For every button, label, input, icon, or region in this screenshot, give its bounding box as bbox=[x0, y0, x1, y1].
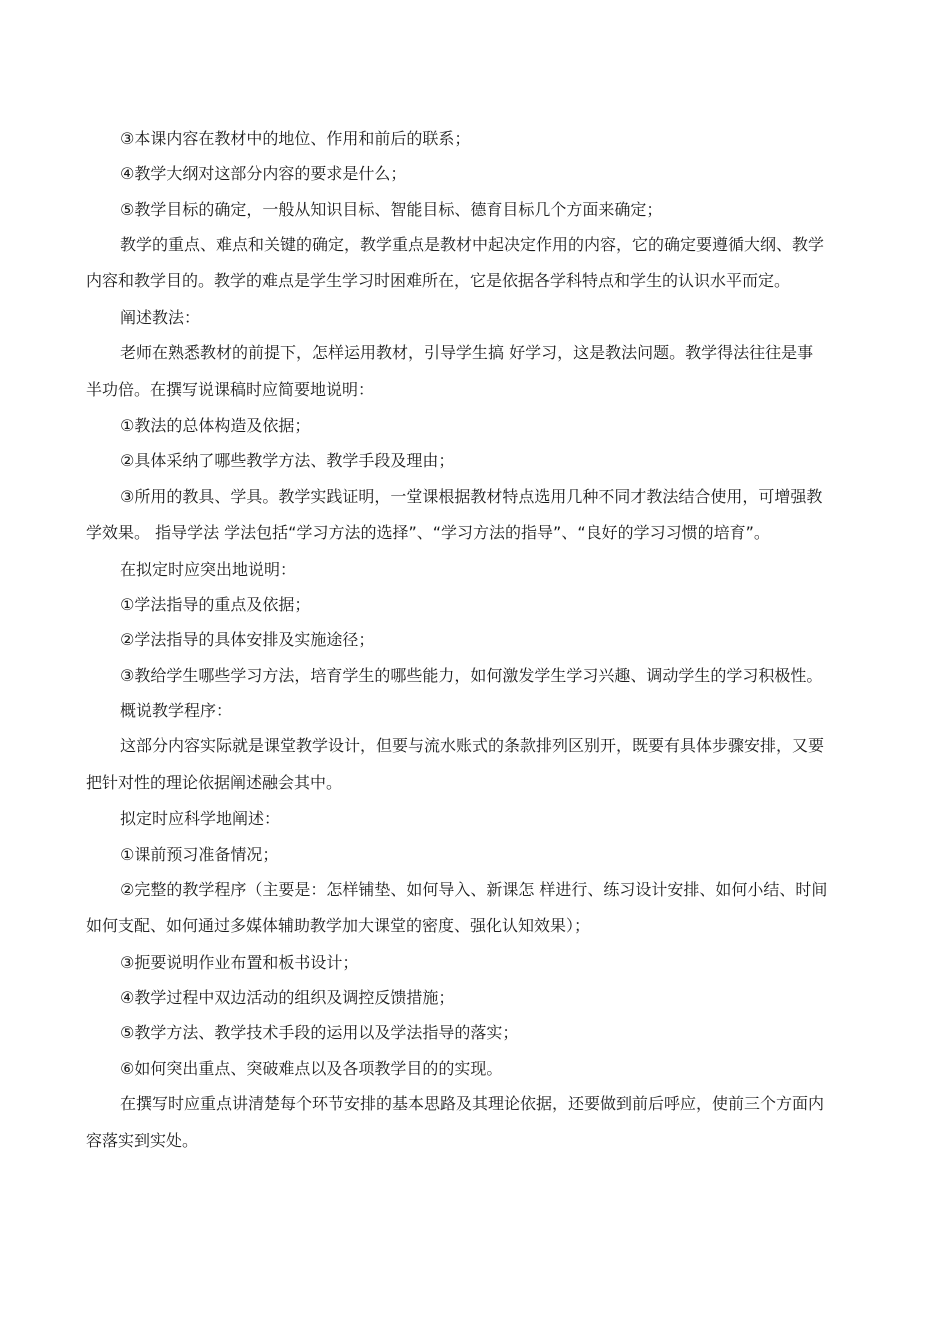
section-heading: 阐述教法： bbox=[120, 307, 201, 327]
paragraph-line: 容落实到实处。 bbox=[86, 1130, 199, 1150]
list-item: ④教学过程中双边活动的组织及调控反馈措施； bbox=[120, 988, 455, 1008]
paragraph-line: 拟定时应科学地阐述： bbox=[120, 809, 281, 829]
list-item: ②具体采纳了哪些教学方法、教学手段及理由； bbox=[120, 451, 455, 471]
document-body bbox=[86, 121, 866, 1159]
list-item: ①学法指导的重点及依据； bbox=[120, 595, 311, 615]
paragraph-line: 学效果。 指导学法 学法包括“学习方法的选择”、“学习方法的指导”、“良好的学习习惯的培育”。 bbox=[86, 523, 770, 543]
paragraph-line: 内容和教学目的。教学的难点是学生学习时困难所在，它是依据各学科特点和学生的认识水平而定。 bbox=[86, 271, 791, 291]
paragraph-line: 把针对性的理论依据阐述融会其中。 bbox=[86, 772, 343, 792]
paragraph-line: 教学的重点、难点和关键的确定，教学重点是教材中起决定作用的内容，它的确定要遵循大纲、教学 bbox=[120, 234, 825, 254]
list-item: ⑤教学目标的确定，一般从知识目标、智能目标、德育目标几个方面来确定； bbox=[120, 199, 663, 219]
list-item: ⑥如何突出重点、突破难点以及各项教学目的的实现。 bbox=[120, 1058, 503, 1078]
list-item: ②学法指导的具体安排及实施途径； bbox=[120, 630, 375, 650]
paragraph-line: 半功倍。在撰写说课稿时应简要地说明： bbox=[86, 379, 375, 399]
list-item: ①课前预习准备情况； bbox=[120, 844, 279, 864]
section-heading: 概说教学程序： bbox=[120, 700, 233, 720]
list-item: ⑤教学方法、教学技术手段的运用以及学法指导的落实； bbox=[120, 1023, 519, 1043]
paragraph-line: ③所用的教具、学具。教学实践证明，一堂课根据教材特点选用几种不同才教法结合使用，可增强教 bbox=[120, 486, 823, 506]
paragraph-line: 老师在熟悉教材的前提下，怎样运用教材，引导学生搞 好学习，这是教法问题。教学得法往往是事 bbox=[120, 343, 814, 363]
paragraph-line: 在拟定时应突出地说明： bbox=[120, 559, 297, 579]
list-item: ③本课内容在教材中的地位、作用和前后的联系； bbox=[120, 129, 471, 148]
paragraph-line: 如何支配、如何通过多媒体辅助教学加大课堂的密度、强化认知效果）； bbox=[86, 916, 591, 936]
list-item: ③教给学生哪些学习方法，培育学生的哪些能力，如何激发学生学习兴趣、调动学生的学习积极性。 bbox=[120, 665, 823, 685]
list-item: ②完整的教学程序（主要是：怎样铺垫、如何导入、新课怎 样进行、练习设计安排、如何小结、时间 bbox=[120, 879, 828, 899]
paragraph-line: 在撰写时应重点讲清楚每个环节安排的基本思路及其理论依据，还要做到前后呼应，使前三个方面内 bbox=[120, 1094, 825, 1114]
paragraph-line: 这部分内容实际就是课堂教学设计，但要与流水账式的条款排列区别开，既要有具体步骤安排，又要 bbox=[120, 736, 825, 756]
list-item: ①教法的总体构造及依据； bbox=[120, 416, 311, 436]
list-item: ④教学大纲对这部分内容的要求是什么； bbox=[120, 164, 407, 184]
list-item: ③扼要说明作业布置和板书设计； bbox=[120, 952, 359, 972]
